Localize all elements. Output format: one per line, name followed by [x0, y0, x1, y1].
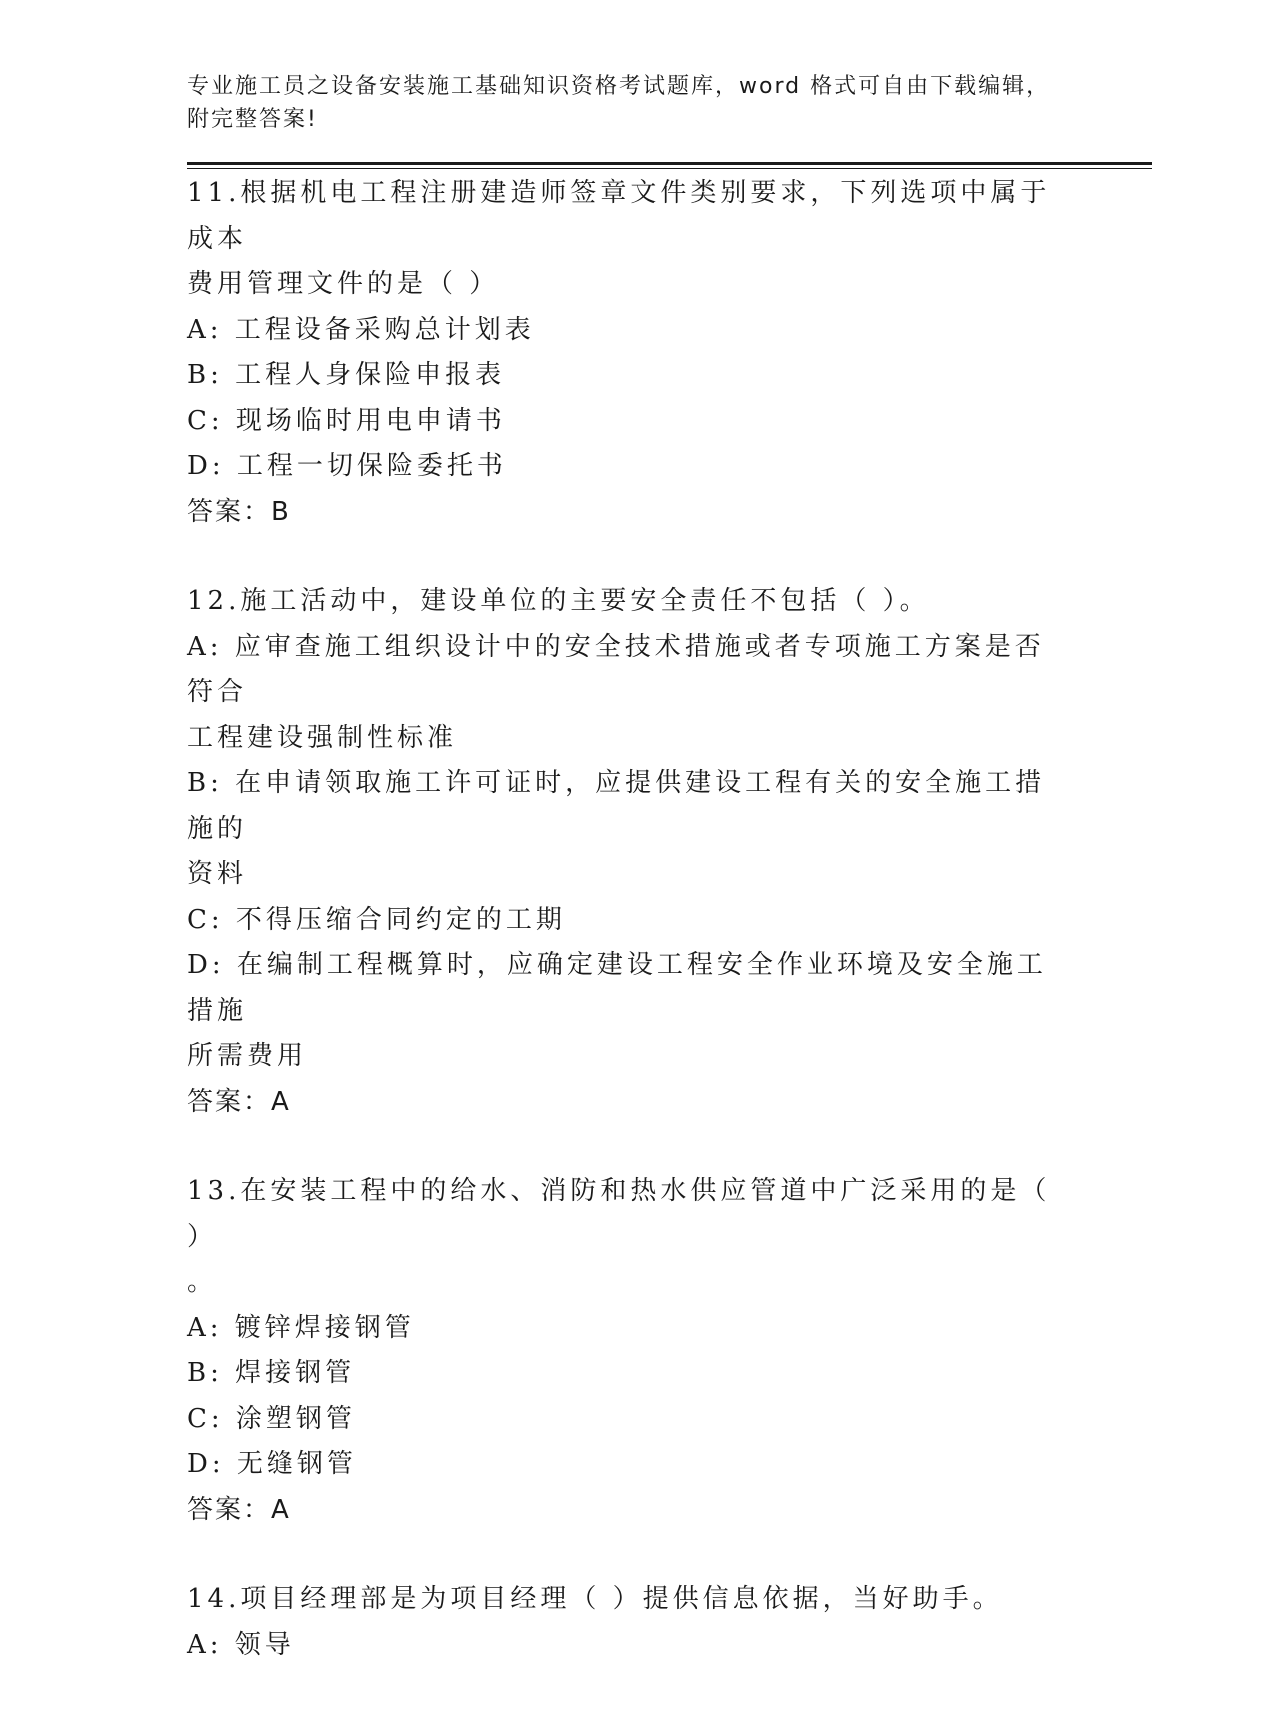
question-stem-line: 。 [187, 1267, 218, 1297]
question-stem-line: 13.在安装工程中的给水、消防和热水供应管道中广泛采用的是（ ） [187, 1176, 1051, 1252]
answer-line: 答案：A [187, 1494, 291, 1525]
option-a: A: 镀锌焊接钢管 [187, 1312, 415, 1343]
question-stem-line: 11.根据机电工程注册建造师签章文件类别要求，下列选项中属于成本 [187, 178, 1051, 254]
answer-line: 答案：B [187, 496, 291, 527]
option-b: B: 在申请领取施工许可证时，应提供建设工程有关的安全施工措施的 [187, 768, 1046, 844]
option-b: B: 焊接钢管 [187, 1358, 356, 1388]
header-divider [187, 162, 1152, 169]
option-d: D: 在编制工程概算时，应确定建设工程安全作业环境及安全施工措施 [187, 950, 1047, 1026]
option-b: B: 工程人身保险申报表 [187, 360, 506, 390]
document-page [187, 70, 1152, 1712]
option-c: C: 不得压缩合同约定的工期 [187, 904, 566, 935]
question-list [187, 171, 1152, 1668]
question-13 [187, 1169, 1152, 1533]
option-a: A: 领导 [187, 1629, 295, 1660]
option-c: C: 现场临时用电申请书 [187, 405, 506, 436]
header-line-2: 附完整答案! [187, 107, 318, 132]
answer-line: 答案：A [187, 1086, 291, 1117]
question-stem-line: 费用管理文件的是（ ） [187, 269, 500, 299]
option-a: A: 应审查施工组织设计中的安全技术措施或者专项施工方案是否符合 [187, 631, 1045, 707]
question-stem-line: 14.项目经理部是为项目经理（ ）提供信息依据，当好助手。 [187, 1584, 1003, 1614]
option-d: D: 无缝钢管 [187, 1449, 357, 1479]
question-11 [187, 171, 1152, 535]
header-line-1: 专业施工员之设备安装施工基础知识资格考试题库，word 格式可自由下载编辑， [187, 74, 1051, 99]
option-a: A: 工程设备采购总计划表 [187, 314, 535, 345]
option-d-continued: 所需费用 [187, 1041, 308, 1071]
question-stem-line: 12.施工活动中，建设单位的主要安全责任不包括（ ）。 [187, 586, 930, 616]
option-a-continued: 工程建设强制性标准 [187, 722, 458, 753]
question-12 [187, 579, 1152, 1125]
option-b-continued: 资料 [187, 859, 248, 889]
option-c: C: 涂塑钢管 [187, 1403, 356, 1434]
question-14 [187, 1577, 1152, 1668]
option-d: D: 工程一切保险委托书 [187, 451, 507, 481]
